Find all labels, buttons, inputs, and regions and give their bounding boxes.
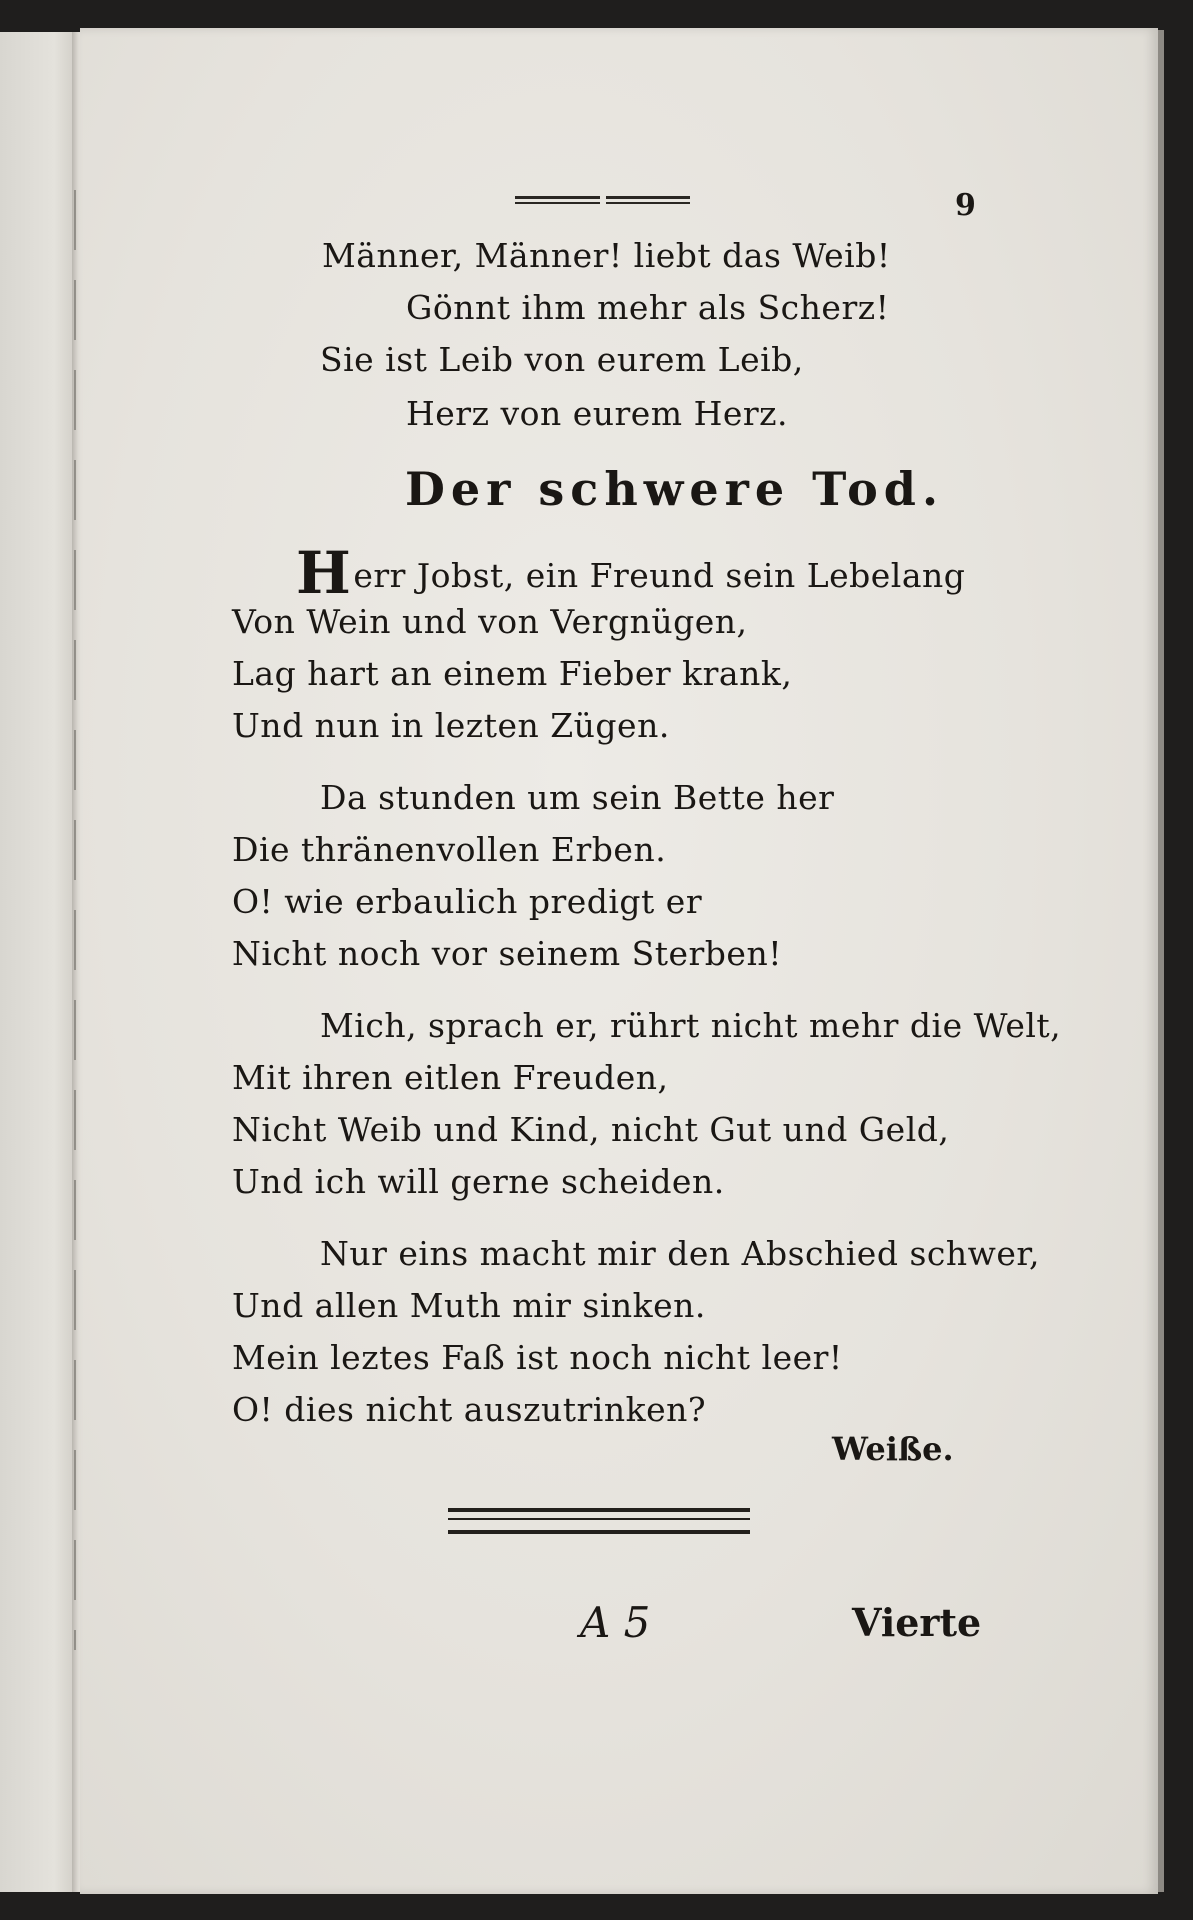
drop-cap: H: [296, 539, 352, 607]
poem-line: Mich, sprach er, rührt nicht mehr die Welt,: [320, 1006, 1062, 1045]
poem-line: Mein leztes Faß ist noch nicht leer!: [232, 1338, 843, 1377]
first-line-text: err Jobst, ein Freund sein Lebelang: [353, 556, 966, 595]
poem-line: Sie ist Leib von eurem Leib,: [320, 340, 804, 379]
poem-line: O! dies nicht auszutrinken?: [232, 1390, 707, 1429]
binding-stitch: [74, 190, 76, 1650]
poem-line: Nicht noch vor seinem Sterben!: [232, 934, 782, 973]
header-rule: [515, 196, 690, 206]
poem-title: Der schwere Tod.: [405, 462, 944, 516]
poem-line: Männer, Männer! liebt das Weib!: [322, 236, 891, 275]
poem-line: Herz von eurem Herz.: [406, 394, 789, 433]
poem-line: Nicht Weib und Kind, nicht Gut und Geld,: [232, 1110, 950, 1149]
poem-line: Gönnt ihm mehr als Scherz!: [406, 288, 890, 327]
poem-line: Da stunden um sein Bette her: [320, 778, 835, 817]
poem-line: Mit ihren eitlen Freuden,: [232, 1058, 669, 1097]
poem-line: Und nun in lezten Zügen.: [232, 706, 670, 745]
poem-first-line: [296, 539, 966, 607]
footer-rule: [448, 1508, 750, 1534]
poem-author: Weiße.: [832, 1430, 954, 1468]
poem-line: O! wie erbaulich predigt er: [232, 882, 703, 921]
poem-line: Lag hart an einem Fieber krank,: [232, 654, 793, 693]
poem-line: Und ich will gerne scheiden.: [232, 1162, 725, 1201]
page-number: 9: [955, 188, 976, 223]
page-edge-shadow: [1158, 30, 1164, 1892]
catchword: Vierte: [852, 1600, 982, 1645]
poem-line: Nur eins macht mir den Abschied schwer,: [320, 1234, 1041, 1273]
printer-signature-mark: A 5: [580, 1598, 651, 1647]
poem-line: Und allen Muth mir sinken.: [232, 1286, 706, 1325]
poem-line: Von Wein und von Vergnügen,: [232, 602, 748, 641]
facing-page-edge: [0, 32, 78, 1892]
poem-line: Die thränenvollen Erben.: [232, 830, 667, 869]
